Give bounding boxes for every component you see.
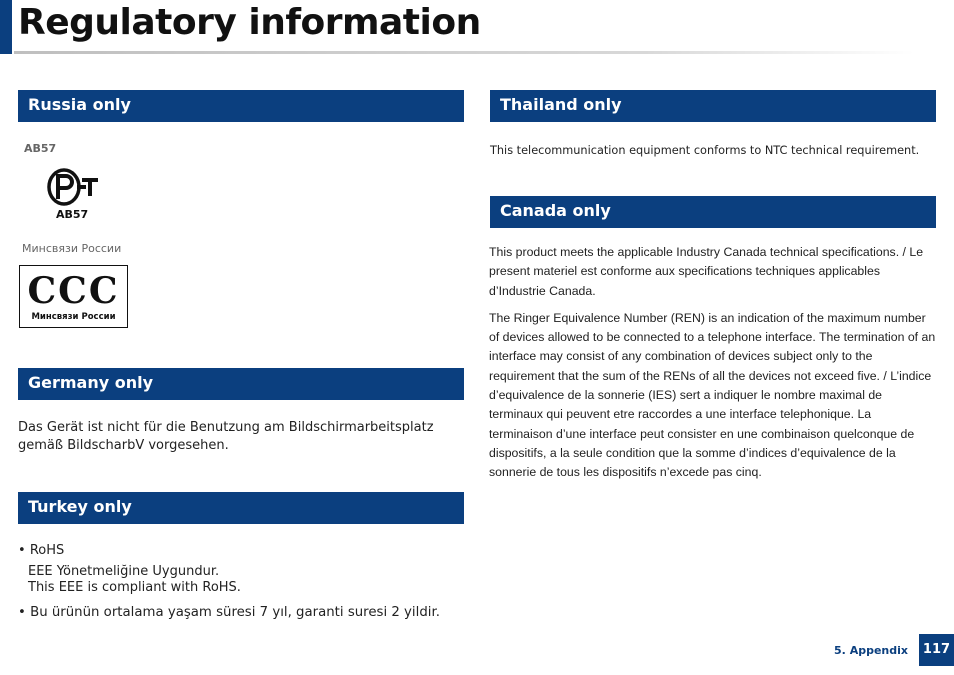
pct-certification-logo — [46, 166, 102, 224]
pct-logo-code: AB57 — [56, 208, 89, 221]
turkey-sub-line-1: EEE Yönetmeliğine Uygundur. — [28, 564, 220, 579]
title-accent-bar — [0, 0, 12, 54]
canada-paragraph-1: This product meets the applicable Industry Canada technical specifications. / Le present materiel est conforme aux specifications techniques applicables d’Industrie Canada. — [489, 245, 924, 298]
section-heading-germany: Germany only — [18, 368, 464, 400]
bullet-icon: • — [18, 543, 30, 558]
page-title: Regulatory information — [18, 2, 481, 43]
ccc-letters: CCC — [27, 270, 120, 312]
canada-body — [489, 243, 937, 491]
turkey-bullet-lifetime — [18, 604, 440, 621]
turkey-sub-line-2: This EEE is compliant with RoHS. — [28, 580, 241, 595]
thailand-text: This telecommunication equipment conforms to NTC technical requirement. — [490, 144, 920, 157]
turkey-bullet-1-text: RoHS — [29, 543, 65, 558]
title-divider — [14, 51, 914, 54]
ccc-certification-logo — [19, 265, 128, 328]
canada-paragraph-2: The Ringer Equivalence Number (REN) is an indication of the maximum number of devices allowed to be connected to a telephone interface. The termination of an interface may consist of any combination of devices subject only to the requirement that the sum of the RENs of all the devices not exceed five. / L’indice d’equivalence de la sonnerie (IES) sert a indiquer le nombre maximal de terminaux qui peuvent etre raccordes a une interface telephonique. La terminaison d’une interface peut consister en une combinaison quelconque de dispositifs, a la seule condition que la somme d’indices d’equivalence de la sonnerie de tous les dispositifs n’excede pas cinq. — [489, 310, 936, 480]
turkey-bullet-rohs — [18, 542, 64, 559]
russia-code-label: AB57 — [24, 142, 57, 155]
section-heading-russia: Russia only — [18, 90, 464, 122]
ccc-subtitle: Минсвязи России — [31, 312, 116, 322]
section-heading-thailand: Thailand only — [490, 90, 936, 122]
turkey-bullet-2-text: Bu ürünün ortalama yaşam süresi 7 yıl, garanti suresi 2 yildir. — [30, 605, 440, 620]
section-heading-canada: Canada only — [490, 196, 936, 228]
germany-line-2: gemäß BildscharbV vorgesehen. — [18, 438, 229, 453]
section-heading-turkey: Turkey only — [18, 492, 464, 524]
russia-ministry-label: Минсвязи России — [22, 242, 122, 255]
footer-section-label: 5. Appendix — [834, 644, 908, 657]
germany-line-1: Das Gerät ist nicht für die Benutzung am Bildschirmarbeitsplatz — [18, 420, 434, 435]
page-number: 117 — [919, 634, 954, 666]
bullet-icon: • — [18, 605, 31, 620]
pct-mark-icon — [46, 166, 102, 210]
